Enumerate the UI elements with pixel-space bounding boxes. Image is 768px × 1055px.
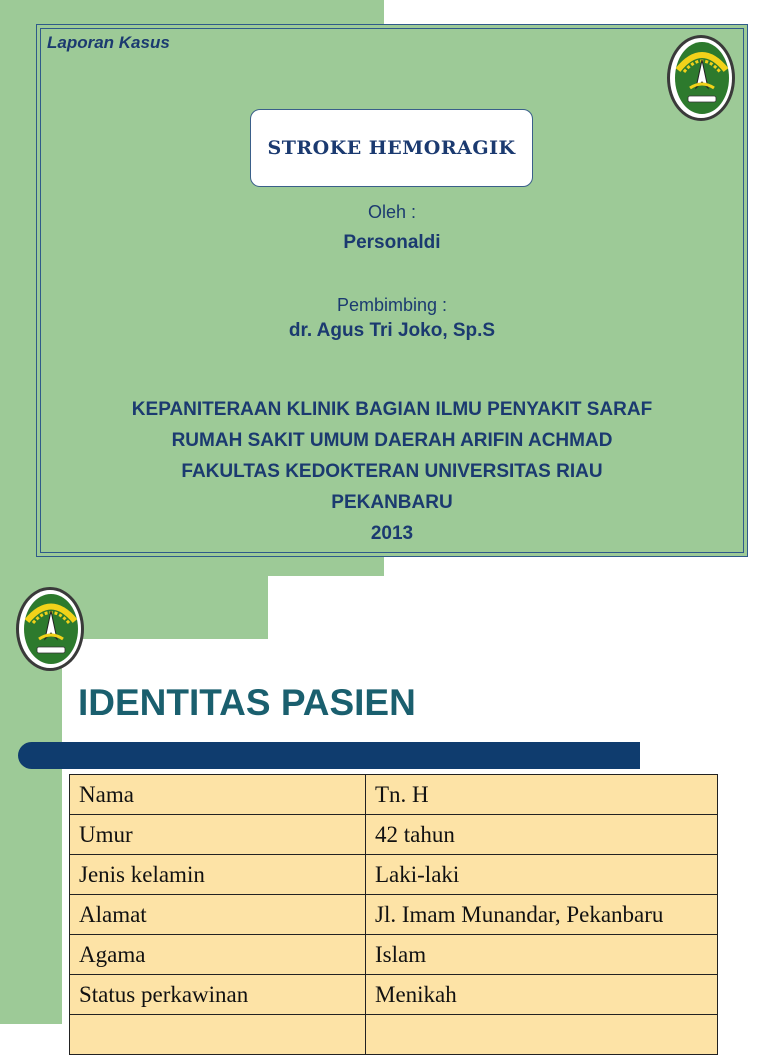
university-emblem-icon [13,584,87,674]
institution-hospital: RUMAH SAKIT UMUM DAERAH ARIFIN ACHMAD [171,430,613,451]
table-row [70,855,718,895]
row-label: Agama [70,935,366,975]
report-type-label: Laporan Kasus [47,33,170,52]
institution-department: KEPANITERAAN KLINIK BAGIAN ILMU PENYAKIT SARAF [131,399,653,420]
institution-city: PEKANBARU [331,492,453,513]
row-value: Tn. H [366,775,718,815]
table-row [70,935,718,975]
patient-identity-table [69,774,718,1055]
row-value: 42 tahun [366,815,718,855]
supervisor-name: dr. Agus Tri Joko, Sp.S [288,320,496,341]
row-value: Islam [366,935,718,975]
table-row [70,975,718,1015]
institution-faculty: FAKULTAS KEDOKTERAN UNIVERSITAS RIAU [181,461,603,482]
table-row [70,775,718,815]
institution-year: 2013 [370,523,414,544]
author-name: Personaldi [343,232,441,253]
cover-slide [36,24,748,557]
row-label: Jenis kelamin [70,855,366,895]
title-box [250,109,533,187]
row-value: Jl. Imam Munandar, Pekanbaru [366,895,718,935]
row-label: Nama [70,775,366,815]
slide2-background-side [0,639,62,1024]
supervisor-label: Pembimbing : [336,295,448,315]
author-label: Oleh : [367,202,417,222]
row-value: Laki-laki [366,855,718,895]
row-value [366,1015,718,1055]
row-label: Status perkawinan [70,975,366,1015]
row-label: Umur [70,815,366,855]
row-value: Menikah [366,975,718,1015]
title-divider-bar [18,742,640,769]
row-label: Alamat [70,895,366,935]
table-row [70,815,718,855]
section-title: IDENTITAS PASIEN [78,682,416,723]
slide-title: STROKE HEMORAGIK [267,137,516,159]
table-row [70,895,718,935]
row-label [70,1015,366,1055]
university-emblem-icon [664,32,738,124]
table-row [70,1015,718,1055]
